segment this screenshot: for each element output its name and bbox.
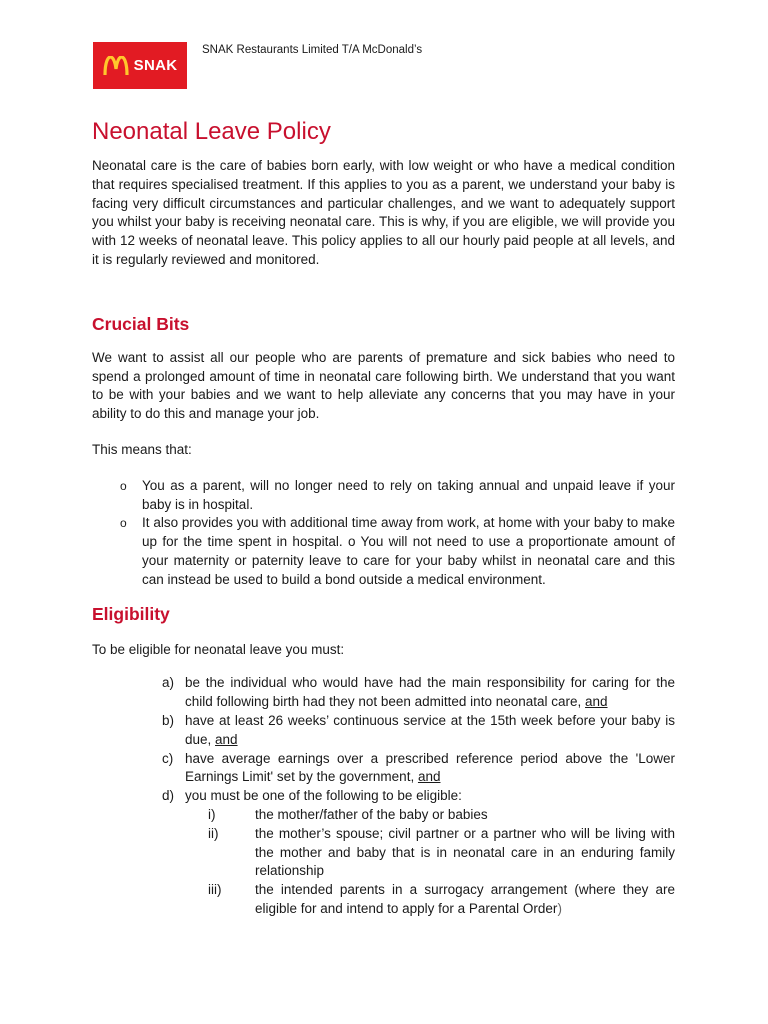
list-item: o It also provides you with additional time away from work, at home with your baby to make up for the time spent in hospital. o You will not need to use a proportionate amount of your maternity or paternity leave to care for your baby whilst in neonatal care and this can instead be used to build a bond outside a medical environment. [142, 514, 675, 589]
item-text: have at least 26 weeks’ continuous service at the 15th week before your baby is due, [185, 712, 675, 747]
this-means-label: This means that: [92, 441, 192, 457]
list-item [162, 712, 675, 750]
golden-arches-icon [103, 56, 129, 76]
sub-item-text: the intended parents in a surrogacy arrangement (where they are eligible for and intend to apply for a Parental Order [255, 882, 675, 916]
mcdonalds-snak-logo [93, 42, 187, 89]
crucial-bits-heading: Crucial Bits [92, 313, 190, 334]
sub-item-text: the mother/father of the baby or babies [255, 806, 488, 822]
and-conjunction: and [215, 731, 238, 747]
list-item [162, 674, 675, 712]
sub-item-label: i) [208, 806, 216, 822]
item-label: a) [162, 675, 175, 691]
benefits-list [92, 477, 675, 590]
sub-list-item [208, 825, 675, 881]
item-text: you must be one of the following to be eligible: [185, 788, 462, 804]
item-label: b) [162, 712, 175, 728]
document-body [92, 116, 675, 919]
intro-paragraph: Neonatal care is the care of babies born early, with low weight or who have a medical condition that requires specialised treatment. If this applies to you as a parent, we understand your baby is facing very difficult circumstances and particular challenges, and we want to adequately support you whilst your baby is receiving neonatal care. This is why, if you are eligible, we will provide you with 12 weeks of neonatal leave. This policy applies to all our hourly paid people at all levels, and it is regularly reviewed and monitored. [92, 158, 675, 267]
item-text: be the individual who would have had the main responsibility for caring for the child following birth had they not been admitted into neonatal care, [185, 675, 675, 710]
eligibility-intro: To be eligible for neonatal leave you must: [92, 641, 345, 657]
item-text: have average earnings over a prescribed reference period above the 'Lower Earnings Limit' set by the government, [185, 750, 675, 785]
sub-item-text: the mother’s spouse; civil partner or a partner who will be living with the mother and baby that is in neonatal care in an enduring family relationship [255, 825, 675, 879]
eligibility-heading: Eligibility [92, 603, 170, 624]
company-name: SNAK Restaurants Limited T/A McDonald’s [202, 44, 423, 56]
page-title: Neonatal Leave Policy [92, 118, 331, 145]
item-label: d) [162, 788, 175, 804]
and-conjunction: and [417, 769, 441, 785]
sub-list-item [208, 806, 675, 825]
list-item: o You as a parent, will no longer need to rely on taking annual and unpaid leave if your baby is in hospital. [142, 477, 675, 515]
list-item [162, 750, 675, 788]
closing-parenthesis: ) [557, 900, 562, 916]
eligible-relationships-list [185, 806, 675, 919]
item-label: c) [162, 750, 174, 766]
and-conjunction: and [585, 694, 608, 710]
sub-item-label: iii) [208, 882, 222, 898]
list-item [162, 787, 675, 919]
sub-list-item [208, 881, 675, 919]
crucial-bits-paragraph: We want to assist all our people who are parents of premature and sick babies who need to spend a prolonged amount of time in neonatal care following birth. We understand that you want to be with your babies and we want to help alleviate any concerns that you may have in your ability to do this and manage your job. [92, 349, 675, 422]
sub-item-label: ii) [208, 825, 219, 841]
eligibility-requirements-list [92, 674, 675, 918]
logo-text: SNAK [133, 57, 178, 74]
